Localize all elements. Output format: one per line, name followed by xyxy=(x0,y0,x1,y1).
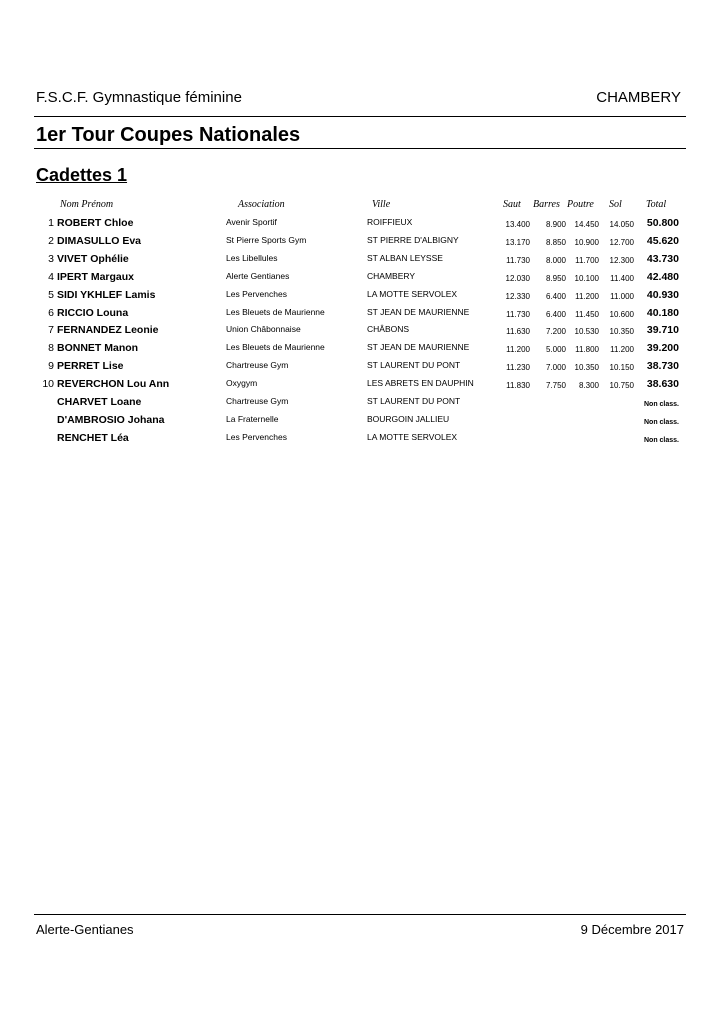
score-sol: 10.350 xyxy=(609,327,634,337)
rank-cell: 6 xyxy=(48,306,54,319)
table-row xyxy=(0,396,724,414)
score-sol: 11.400 xyxy=(610,273,634,283)
score-total: Non class. xyxy=(643,418,679,426)
athlete-name: BONNET Manon xyxy=(57,342,139,355)
association-cell: Les Bleuets de Maurienne xyxy=(226,342,325,353)
score-saut: 11.630 xyxy=(506,327,530,337)
table-row xyxy=(0,235,724,253)
rank-cell: 2 xyxy=(48,234,54,247)
organization-label: F.S.C.F. Gymnastique féminine xyxy=(36,89,242,106)
score-total: 45.620 xyxy=(646,234,679,247)
ville-cell: BOURGOIN JALLIEU xyxy=(367,413,450,424)
score-poutre: 10.100 xyxy=(574,273,599,283)
association-cell: Les Bleuets de Maurienne xyxy=(226,306,325,317)
ville-cell: ST LAURENT DU PONT xyxy=(367,360,461,371)
score-total: 38.630 xyxy=(646,378,679,391)
score-total: 39.200 xyxy=(646,342,679,355)
table-row xyxy=(0,253,724,271)
rank-cell: 4 xyxy=(48,270,54,283)
association-cell: Union Châbonnaise xyxy=(226,324,301,335)
score-barres: 8.950 xyxy=(545,273,566,283)
score-total: 50.800 xyxy=(646,217,679,229)
score-sol: 12.300 xyxy=(609,255,634,265)
athlete-name: CHARVET Loane xyxy=(57,396,142,408)
athlete-name: DIMASULLO Eva xyxy=(57,234,142,247)
association-cell: Chartreuse Gym xyxy=(226,360,289,371)
rank-cell: 10 xyxy=(42,378,54,391)
athlete-name: D'AMBROSIO Johana xyxy=(57,413,165,426)
score-sol: 10.150 xyxy=(609,363,634,373)
athlete-name: ROBERT Chloe xyxy=(57,217,134,229)
ville-cell: LES ABRETS EN DAUPHIN xyxy=(367,378,474,389)
athlete-name: SIDI YKHLEF Lamis xyxy=(57,288,156,301)
association-cell: Les Pervenches xyxy=(226,431,287,442)
rank-cell: 3 xyxy=(48,252,54,265)
score-sol: 11.000 xyxy=(610,291,634,301)
association-cell: St Pierre Sports Gym xyxy=(226,234,307,245)
score-barres: 8.900 xyxy=(545,220,566,229)
table-row xyxy=(0,414,724,432)
score-total: 39.710 xyxy=(646,324,679,337)
score-poutre: 11.700 xyxy=(575,255,599,265)
score-total: 38.730 xyxy=(646,360,679,373)
category-heading: Cadettes 1 xyxy=(36,165,128,185)
score-saut: 13.400 xyxy=(505,220,530,229)
score-sol: 14.050 xyxy=(609,220,634,229)
ville-cell: LA MOTTE SERVOLEX xyxy=(367,431,458,442)
ville-cell: LA MOTTE SERVOLEX xyxy=(367,288,458,299)
footer-club: Alerte-Gentianes xyxy=(36,922,134,937)
score-saut: 12.330 xyxy=(505,291,530,301)
column-header-ville: Ville xyxy=(372,199,391,210)
table-row xyxy=(0,360,724,378)
score-total: 43.730 xyxy=(646,252,679,265)
table-row xyxy=(0,289,724,307)
rank-cell: 8 xyxy=(48,342,54,355)
score-poutre: 11.200 xyxy=(575,291,599,301)
table-row xyxy=(0,324,724,342)
score-poutre: 10.530 xyxy=(574,327,599,337)
rank-cell: 1 xyxy=(48,217,54,229)
rank-cell: 7 xyxy=(48,324,54,337)
ville-cell: ST JEAN DE MAURIENNE xyxy=(367,342,470,353)
table-row xyxy=(0,307,724,325)
score-saut: 12.030 xyxy=(505,273,530,283)
header-rule-top xyxy=(34,116,686,117)
table-row xyxy=(0,271,724,289)
column-header-barres: Barres xyxy=(533,199,560,210)
ville-cell: ST JEAN DE MAURIENNE xyxy=(367,306,470,317)
header-rule-bottom xyxy=(34,148,686,149)
ville-cell: CHAMBERY xyxy=(367,270,416,281)
athlete-name: IPERT Margaux xyxy=(57,270,135,283)
association-cell: Les Pervenches xyxy=(226,288,287,299)
score-sol: 11.200 xyxy=(610,345,634,355)
score-total: 42.480 xyxy=(646,270,679,283)
column-header-saut: Saut xyxy=(503,199,521,210)
athlete-name: VIVET Ophélie xyxy=(57,252,129,265)
table-row xyxy=(0,432,724,450)
score-sol: 10.600 xyxy=(609,309,634,319)
score-barres: 6.400 xyxy=(545,291,566,301)
column-header-total: Total xyxy=(646,199,667,210)
score-poutre: 10.900 xyxy=(574,237,599,247)
score-saut: 11.200 xyxy=(506,345,530,355)
association-cell: Alerte Gentianes xyxy=(226,270,290,281)
score-barres: 7.200 xyxy=(545,327,566,337)
column-header-sol: Sol xyxy=(609,199,622,210)
athlete-name: REVERCHON Lou Ann xyxy=(57,378,170,391)
ville-cell: ROIFFIEUX xyxy=(367,217,413,227)
footer-date: 9 Décembre 2017 xyxy=(580,922,684,937)
score-sol: 10.750 xyxy=(609,381,634,391)
score-poutre: 11.800 xyxy=(575,345,599,355)
athlete-name: FERNANDEZ Leonie xyxy=(57,324,159,337)
column-header-poutre: Poutre xyxy=(567,199,594,210)
score-poutre: 10.350 xyxy=(574,363,599,373)
table-row xyxy=(0,217,724,235)
rank-cell: 5 xyxy=(48,288,54,301)
table-row xyxy=(0,342,724,360)
ville-cell: ST LAURENT DU PONT xyxy=(367,396,461,406)
score-total: 40.180 xyxy=(646,306,679,319)
footer-rule xyxy=(34,914,686,915)
athlete-name: PERRET Lise xyxy=(57,360,124,373)
score-barres: 6.400 xyxy=(545,309,566,319)
score-poutre: 8.300 xyxy=(578,381,599,391)
score-poutre: 11.450 xyxy=(575,309,599,319)
score-saut: 11.730 xyxy=(506,309,530,319)
page-title: 1er Tour Coupes Nationales xyxy=(36,124,301,146)
association-cell: Avenir Sportif xyxy=(226,217,277,227)
score-barres: 8.000 xyxy=(545,255,566,265)
association-cell: Les Libellules xyxy=(226,252,278,263)
rank-cell: 9 xyxy=(48,360,54,373)
score-barres: 7.000 xyxy=(545,363,566,373)
score-total: Non class. xyxy=(643,401,679,408)
score-barres: 7.750 xyxy=(545,381,566,391)
table-row xyxy=(0,378,724,396)
association-cell: Oxygym xyxy=(226,378,258,389)
score-barres: 8.850 xyxy=(545,237,566,247)
score-saut: 11.230 xyxy=(506,363,530,373)
score-saut: 11.730 xyxy=(506,255,530,265)
score-total: Non class. xyxy=(643,436,679,444)
ville-cell: ST PIERRE D'ALBIGNY xyxy=(367,234,459,245)
score-sol: 12.700 xyxy=(609,237,634,247)
location-label: CHAMBERY xyxy=(596,89,681,106)
athlete-name: RICCIO Louna xyxy=(57,306,129,319)
score-barres: 5.000 xyxy=(545,345,566,355)
ville-cell: CHÂBONS xyxy=(367,324,410,335)
score-saut: 13.170 xyxy=(505,237,530,247)
athlete-name: RENCHET Léa xyxy=(57,431,129,444)
score-total: 40.930 xyxy=(646,288,679,301)
score-saut: 11.830 xyxy=(506,381,530,391)
ville-cell: ST ALBAN LEYSSE xyxy=(367,252,443,263)
column-header-name: Nom Prénom xyxy=(60,199,114,210)
column-header-association: Association xyxy=(238,199,285,210)
score-poutre: 14.450 xyxy=(574,220,599,229)
association-cell: Chartreuse Gym xyxy=(226,396,289,406)
association-cell: La Fraternelle xyxy=(226,413,279,424)
